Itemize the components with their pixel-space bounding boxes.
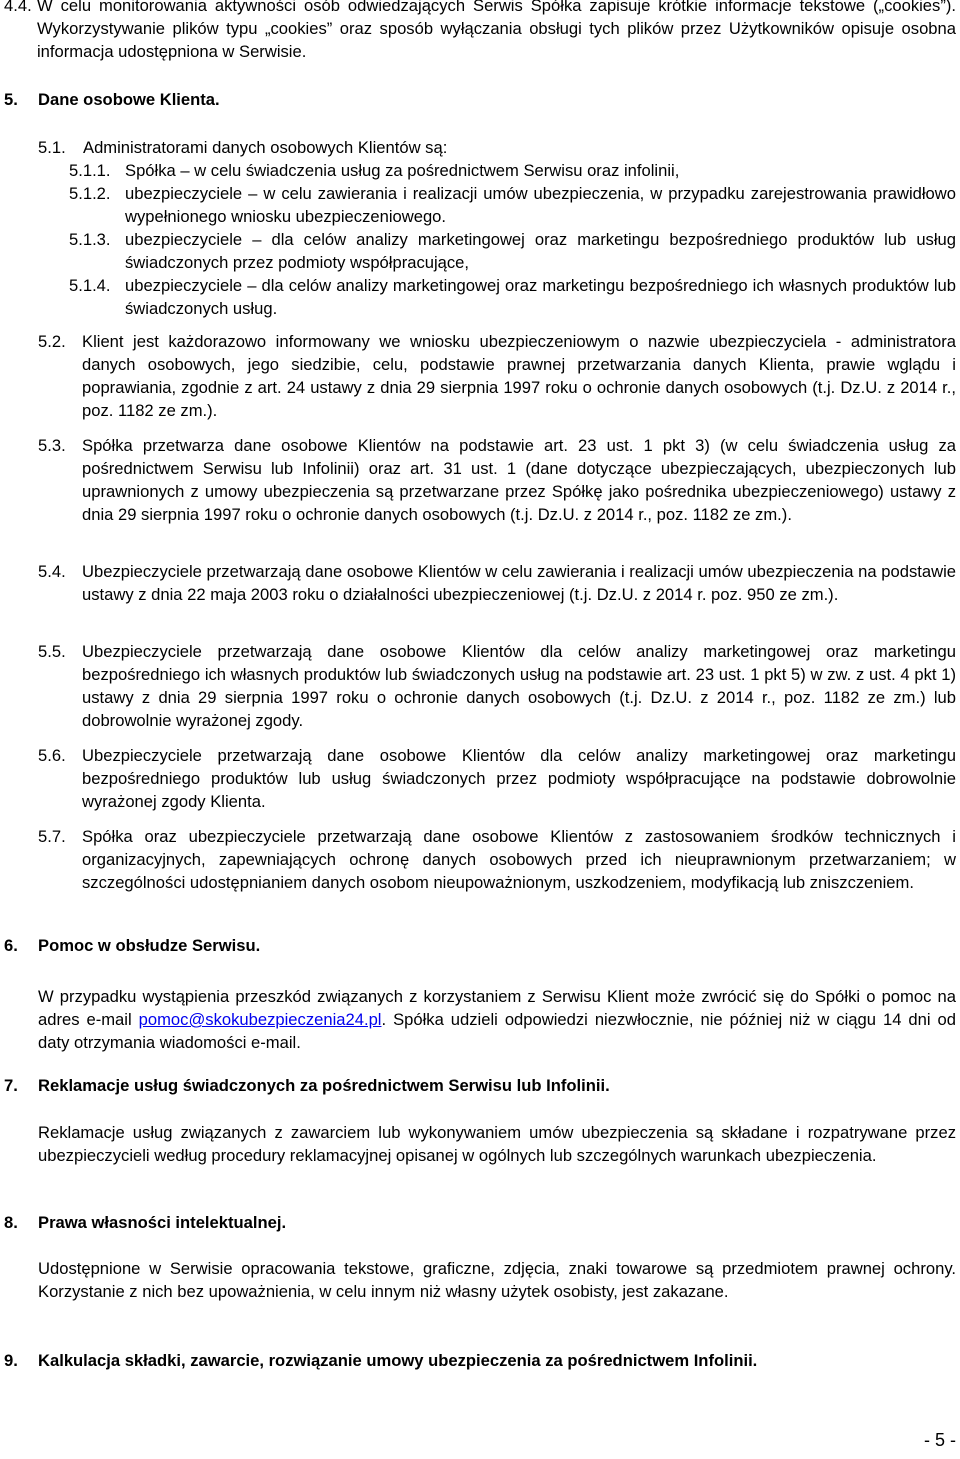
section-5-3 xyxy=(38,434,956,526)
paragraph-text-after: . Spółka udzieli odpowiedzi niezwłocznie, nie później niż w ciągu 14 dni od daty otrzymania wiadomości e-mail. xyxy=(38,1010,956,1052)
paragraph-7 xyxy=(38,1121,956,1167)
heading-9 xyxy=(4,1349,956,1372)
paragraph-text: Udostępnione w Serwisie opracowania tekstowe, graficzne, zdjęcia, znaki towarowe są przedmiotem prawnej ochrony. Korzystanie z nich bez upoważnienia, w celu innym niż własny użytek osobisty, jest zakazane. xyxy=(38,1259,956,1301)
section-text: Spółka przetwarza dane osobowe Klientów na podstawie art. 23 ust. 1 pkt 3) (w celu świadczenia usług za pośrednictwem Serwisu lub Infolinii) oraz art. 31 ust. 1 (dane dotyczące ubezpieczających, ubezpieczonych lub uprawnionych z umowy ubezpieczenia są przetwarzane przez Spółkę jako pośrednika ubezpieczeniowego) ustawy z dnia 29 sierpnia 1997 roku o ochronie danych osobowych (t.j. Dz.U. z 2014 r., poz. 1182 ze zm.). xyxy=(82,436,956,524)
page-number: - 5 - xyxy=(923,1430,956,1450)
heading-7 xyxy=(4,1074,956,1097)
section-text: Ubezpieczyciele przetwarzają dane osobowe Klientów w celu zawierania i realizacji umów ubezpieczenia na podstawie ustawy z dnia 22 maja 2003 roku o działalności ubezpieczeniowej (t.j. Dz.U. z 2014 r. poz. 950 ze zm.). xyxy=(82,562,956,604)
heading-5 xyxy=(4,88,956,111)
heading-number: 5. xyxy=(4,90,18,109)
section-number: 5.6. xyxy=(38,746,66,765)
heading-number: 9. xyxy=(4,1351,18,1370)
section-number: 5.1.2. xyxy=(69,184,111,203)
section-5-1-2 xyxy=(69,182,956,228)
section-text: ubezpieczyciele – dla celów analizy marketingowej oraz marketingu bezpośredniego produktów lub usług świadczonych przez podmioty współpracujące, xyxy=(125,230,956,272)
section-5-7 xyxy=(38,825,956,894)
heading-6 xyxy=(4,934,956,957)
section-5-6 xyxy=(38,744,956,813)
section-4-4 xyxy=(4,0,956,63)
section-5-5 xyxy=(38,640,956,732)
heading-8 xyxy=(4,1211,956,1234)
heading-title: Dane osobowe Klienta. xyxy=(38,90,220,109)
heading-number: 6. xyxy=(4,936,18,955)
section-number: 5.2. xyxy=(38,332,66,351)
section-number: 4.4. xyxy=(4,0,32,15)
section-text: Spółka – w celu świadczenia usług za pośrednictwem Serwisu oraz infolinii, xyxy=(125,161,680,180)
section-text: Ubezpieczyciele przetwarzają dane osobowe Klientów dla celów analizy marketingowej oraz marketingu bezpośredniego ich własnych produktów lub świadczonych usług na podstawie art. 23 ust. 1 pkt 5) w zw. z ust. 4 pkt 1) ustawy z dnia 29 sierpnia 1997 roku o ochronie danych osobowych (t.j. Dz.U. z 2014 r., poz. 1182 ze zm.) lub dobrowolnie wyrażonej zgody. xyxy=(82,642,956,730)
heading-title: Prawa własności intelektualnej. xyxy=(38,1213,287,1232)
section-5-1 xyxy=(38,136,956,159)
section-text: Ubezpieczyciele przetwarzają dane osobowe Klientów dla celów analizy marketingowej oraz marketingu bezpośredniego produktów lub usług świadczonych przez podmioty współpracujące na podstawie dobrowolnie wyrażonej zgody Klienta. xyxy=(82,746,956,811)
paragraph-text-before: W przypadku wystąpienia przeszkód związanych z korzystaniem z Serwisu Klient może zwrócić się do Spółki o pomoc na adres e-mail xyxy=(38,987,956,1029)
section-number: 5.4. xyxy=(38,562,66,581)
section-5-1-1 xyxy=(69,159,956,182)
section-text: Klient jest każdorazowo informowany we wniosku ubezpieczeniowym o nazwie ubezpieczyciela - administratora danych osobowych, jego siedzibie, celu, podstawie prawnej przetwarzania danych Klienta, prawie wglądu i poprawiania, zgodnie z art. 24 ustawy z dnia 29 sierpnia 1997 roku o ochronie danych osobowych (t.j. Dz.U. z 2014 r., poz. 1182 ze zm.). xyxy=(82,332,956,420)
section-number: 5.5. xyxy=(38,642,66,661)
heading-title: Pomoc w obsłudze Serwisu. xyxy=(38,936,261,955)
section-5-1-3 xyxy=(69,228,956,274)
section-number: 5.1. xyxy=(38,138,66,157)
heading-title: Kalkulacja składki, zawarcie, rozwiązanie umowy ubezpieczenia za pośrednictwem Infolinii. xyxy=(38,1351,758,1370)
heading-number: 7. xyxy=(4,1076,18,1095)
section-text: ubezpieczyciele – dla celów analizy marketingowej oraz marketingu bezpośredniego ich własnych produktów lub świadczonych usług. xyxy=(125,276,956,318)
section-5-2 xyxy=(38,330,956,422)
section-5-4 xyxy=(38,560,956,606)
heading-title: Reklamacje usług świadczonych za pośrednictwem Serwisu lub Infolinii. xyxy=(38,1076,610,1095)
paragraph-6 xyxy=(38,985,956,1054)
support-email-link[interactable]: pomoc@skokubezpieczenia24.pl xyxy=(138,1010,382,1029)
section-5-1-4 xyxy=(69,274,956,320)
section-text: W celu monitorowania aktywności osób odwiedzających Serwis Spółka zapisuje krótkie informacje tekstowe („cookies”). Wykorzystywanie plików typu „cookies” oraz sposób wyłączania obsługi tych plików przez Użytkowników opisuje osobna informacja udostępniona w Serwisie. xyxy=(37,0,956,61)
section-number: 5.7. xyxy=(38,827,66,846)
section-number: 5.1.4. xyxy=(69,276,111,295)
section-text: Spółka oraz ubezpieczyciele przetwarzają dane osobowe Klientów z zastosowaniem środków technicznych i organizacyjnych, zapewniających ochronę danych osobowych przed ich nieuprawnionym przetwarzaniem; w szczególności udostępnianiem danych osobom nieupoważnionym, uszkodzeniem, modyfikacją lub zniszczeniem. xyxy=(82,827,956,892)
section-number: 5.3. xyxy=(38,436,66,455)
section-text: ubezpieczyciele – w celu zawierania i realizacji umów ubezpieczenia, w przypadku zarejestrowania prawidłowo wypełnionego wniosku ubezpieczeniowego. xyxy=(125,184,956,226)
paragraph-text: Reklamacje usług związanych z zawarciem lub wykonywaniem umów ubezpieczenia są składane i rozpatrywane przez ubezpieczycieli według procedury reklamacyjnej opisanej w ogólnych lub szczególnych warunkach ubezpieczenia. xyxy=(38,1123,956,1165)
section-number: 5.1.3. xyxy=(69,230,111,249)
paragraph-8 xyxy=(38,1257,956,1303)
section-text: Administratorami danych osobowych Klientów są: xyxy=(83,138,448,157)
heading-number: 8. xyxy=(4,1213,18,1232)
section-number: 5.1.1. xyxy=(69,161,111,180)
